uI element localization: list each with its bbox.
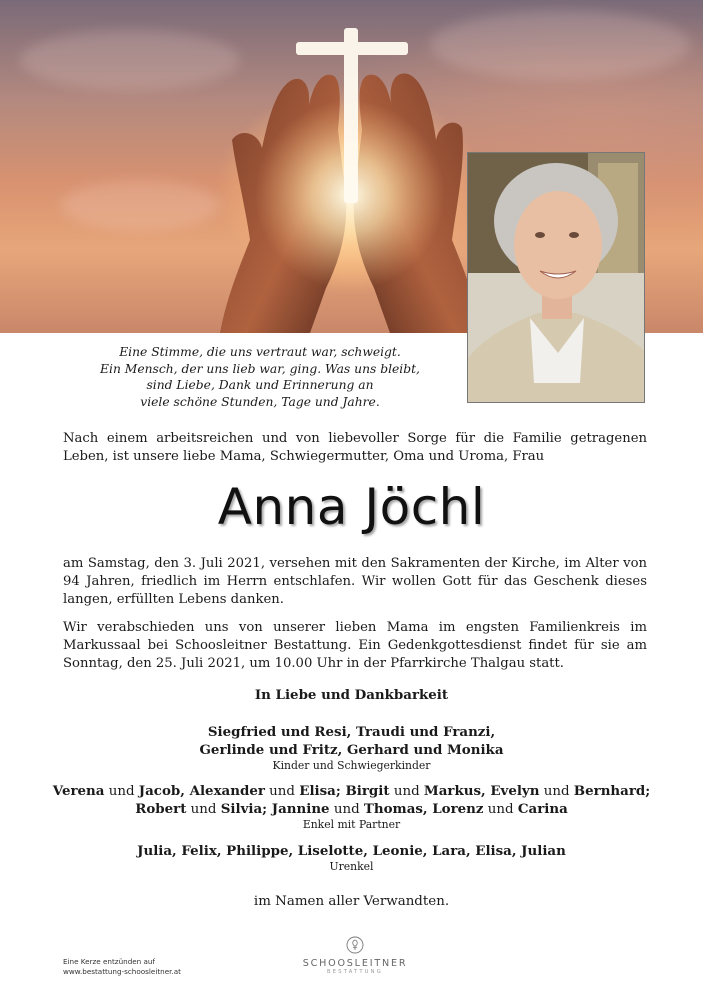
grandchild-name: Robert — [135, 801, 187, 817]
verse-line: Ein Mensch, der uns lieb war, ging. Was uns bleibt, — [100, 361, 420, 376]
grandchild-name: Jacob, Alexander — [138, 783, 265, 799]
great-grandchildren-names: Julia, Felix, Philippe, Liselotte, Leonie, Lara, Elisa, Julian — [137, 843, 566, 859]
grandchild-name: Carina — [517, 801, 568, 817]
grandchild-name: Silvia; Jannine — [220, 801, 330, 817]
verse-line: viele schöne Stunden, Tage und Jahre. — [140, 394, 380, 409]
candle-text: Eine Kerze entzünden auf — [63, 957, 156, 966]
logo-wordmark: SCHOOSLEITNER — [302, 958, 408, 969]
grandchild-name: Thomas, Lorenz — [363, 801, 484, 817]
conjunction-text: und — [483, 802, 518, 817]
grandchildren-label: Enkel mit Partner — [302, 818, 401, 831]
conjunction-text: und — [539, 784, 574, 799]
children-names-line-1: Siegfried und Resi, Traudi und Franzi, — [207, 724, 496, 740]
children-names-line-2: Gerlinde und Fritz, Gerhard und Monika — [199, 742, 504, 758]
grandchild-name: Markus, Evelyn — [423, 783, 540, 799]
grandchildren-names-line-1 — [0, 782, 703, 801]
portrait-photo — [467, 152, 645, 403]
grandchildren-names-line-2 — [0, 800, 703, 819]
conjunction-text: und — [264, 784, 300, 799]
logo-tagline: BESTATTUNG — [327, 969, 383, 975]
great-grandchildren-label: Urenkel — [329, 860, 374, 873]
grandchild-name: Elisa; Birgit — [299, 783, 390, 799]
service-paragraph: Wir verabschieden uns von unserer lieben Mama im engsten Familienkreis im Markussaal bei Schoosleitner Bestattung. Ein Gedenkgottesdienst findet für sie am Sonntag, den 25. Juli 2021, um 10.00 Uhr in der Pfarrkirche Thalgau statt. — [63, 620, 647, 671]
intro-paragraph: Nach einem arbeitsreichen und von liebevoller Sorge für die Familie getragenen Leben, ist unsere liebe Mama, Schwiegermutter, Oma und Uroma, Frau — [63, 431, 647, 464]
verse-line: sind Liebe, Dank und Erinnerung an — [146, 378, 374, 393]
deceased-name: Anna Jöchl — [217, 478, 486, 536]
relatives-line: im Namen aller Verwandten. — [253, 894, 450, 909]
rose-logo-icon — [346, 936, 364, 954]
children-label: Kinder und Schwiegerkinder — [272, 759, 431, 772]
grandchild-name: Bernhard; — [573, 783, 651, 799]
website-link[interactable]: www.bestattung-schoosleitner.at — [63, 967, 181, 976]
conjunction-text: und — [186, 802, 221, 817]
verse-line: Eine Stimme, die uns vertraut war, schweigt. — [119, 345, 401, 359]
closing-heading: In Liebe und Dankbarkeit — [254, 687, 449, 703]
memorial-verse — [80, 344, 440, 410]
funeral-home-logo — [300, 936, 410, 975]
conjunction-text: und — [329, 802, 364, 817]
grandchild-name: Verena — [52, 783, 105, 799]
footer-candle-info — [63, 957, 263, 977]
death-announcement-paragraph: am Samstag, den 3. Juli 2021, versehen mit den Sakramenten der Kirche, im Alter von 94 Jahren, friedlich im Herrn entschlafen. Wir wollen Gott für das Geschenk dieses langen, erfüllten Lebens danken. — [63, 556, 647, 607]
conjunction-text: und — [389, 784, 424, 799]
conjunction-text: und — [104, 784, 139, 799]
